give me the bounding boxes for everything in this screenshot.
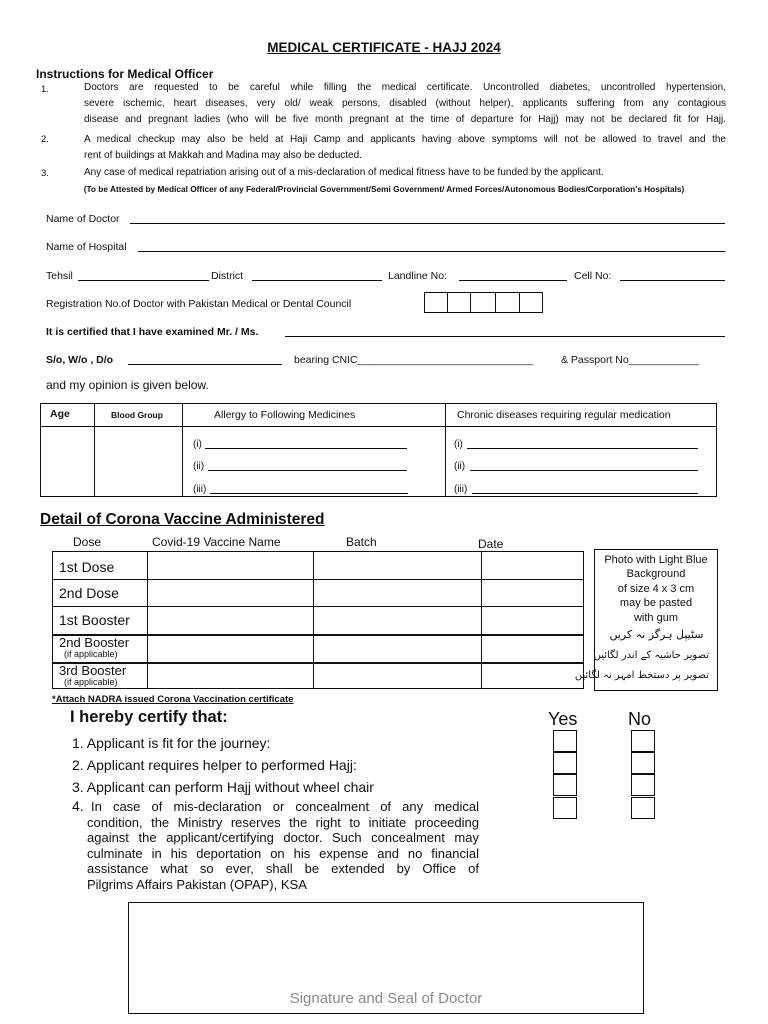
- allergy-field-1[interactable]: [205, 448, 407, 449]
- instruction-2: A medical checkup may also be held at Haji Camp and applicants having above symptoms will not be allowed to travel and the rent of buildings at Makkah and Madina may also be deducted.: [84, 134, 726, 161]
- district-label: District: [211, 270, 244, 282]
- allergy-header: Allergy to Following Medicines: [214, 409, 356, 421]
- dose-label-1st-booster: 1st Booster: [59, 612, 130, 628]
- relation-label: S/o, W/o , D/o: [46, 354, 114, 366]
- attach-note: *Attach NADRA issued Corona Vaccination certificate: [52, 694, 294, 705]
- yes-checkbox-1[interactable]: [553, 730, 577, 752]
- passport-label: & Passport No____________: [561, 354, 699, 366]
- dose-label-2nd-dose: 2nd Dose: [59, 585, 119, 601]
- allergy-row-label: (iii): [193, 484, 207, 495]
- no-header: No: [628, 709, 652, 729]
- chronic-field-1[interactable]: [467, 448, 698, 449]
- certify-heading: I hereby certify that:: [70, 708, 228, 726]
- cnic-label: bearing CNIC______________________________: [294, 354, 533, 366]
- no-checkbox-3[interactable]: [631, 774, 655, 796]
- examined-name-field[interactable]: [285, 336, 725, 337]
- district-field[interactable]: [252, 280, 382, 281]
- vaccine-heading: Detail of Corona Vaccine Administered: [40, 511, 325, 528]
- allergy-field-3[interactable]: [210, 493, 408, 494]
- instruction-number: 1.: [41, 84, 49, 95]
- batch-header: Batch: [346, 535, 377, 549]
- certify-item-2: 2. Applicant requires helper to performed Hajj:: [72, 757, 357, 773]
- certify-item-1: 1. Applicant is fit for the journey:: [72, 735, 271, 751]
- instructions-heading: Instructions for Medical Officer: [36, 67, 214, 81]
- instruction-number: 3.: [41, 168, 49, 179]
- urdu-instruction-3: تصویر پر دستخط امہر نہ لگائیں: [574, 670, 709, 681]
- blood-group-header: Blood Group: [111, 410, 163, 420]
- allergy-field-2[interactable]: [208, 470, 407, 471]
- tehsil-label: Tehsil: [46, 270, 73, 282]
- yes-checkbox-3[interactable]: [553, 774, 577, 796]
- tehsil-field[interactable]: [78, 280, 209, 281]
- allergy-row-label: (ii): [193, 461, 205, 472]
- hospital-name-label: Name of Hospital: [46, 241, 127, 253]
- certify-item-3: 3. Applicant can perform Hajj without wheel chair: [72, 779, 374, 795]
- hospital-name-field[interactable]: [138, 251, 725, 252]
- yes-header: Yes: [548, 709, 578, 729]
- chronic-field-2[interactable]: [470, 470, 698, 471]
- opinion-label: and my opinion is given below.: [46, 378, 209, 392]
- dose-label-3rd-booster: 3rd Booster: [59, 663, 127, 678]
- landline-field[interactable]: [459, 280, 567, 281]
- no-checkbox-1[interactable]: [631, 730, 655, 752]
- dose-note: (if applicable): [64, 677, 118, 687]
- age-header: Age: [50, 408, 70, 420]
- doctor-name-field[interactable]: [130, 223, 725, 224]
- yes-checkbox-2[interactable]: [553, 752, 577, 774]
- instruction-3: Any case of medical repatriation arising out of a mis-declaration of medical fitness have to be funded by the applicant.: [84, 167, 604, 178]
- landline-label: Landline No:: [388, 270, 447, 282]
- instruction-number: 2.: [41, 134, 49, 145]
- chronic-header: Chronic diseases requiring regular medication: [457, 409, 671, 421]
- chronic-field-3[interactable]: [472, 493, 698, 494]
- doctor-name-label: Name of Doctor: [46, 213, 120, 225]
- dose-label-2nd-booster: 2nd Booster: [59, 635, 130, 650]
- vaccine-name-header: Covid-19 Vaccine Name: [152, 535, 281, 549]
- no-checkbox-2[interactable]: [631, 752, 655, 774]
- chronic-row-label: (ii): [454, 461, 466, 472]
- instruction-1: Doctors are requested to be careful while filling the medical certificate. Uncontrolled diabetes, uncontrolled hypertension, severe ischemic, heart diseases, very old/ weak persons, disabled (without helper), applicants suffering from any contagious disease and pregnant ladies (who will be five month pregnant at the time of departure for Hajj) may not be declared fit for Hajj.: [84, 82, 726, 125]
- cell-label: Cell No:: [574, 270, 612, 282]
- dose-note: (if applicable): [64, 649, 118, 659]
- relation-field[interactable]: [128, 364, 282, 365]
- registration-label: Registration No.of Doctor with Pakistan Medical or Dental Council: [46, 298, 352, 310]
- signature-label: Signature and Seal of Doctor: [289, 990, 483, 1007]
- date-header: Date: [478, 537, 504, 551]
- chronic-row-label: (i): [454, 439, 463, 450]
- registration-number-boxes[interactable]: [424, 292, 543, 313]
- certify-item-4-number: 4.: [72, 798, 84, 814]
- allergy-row-label: (i): [193, 439, 202, 450]
- photo-instructions: Photo with Light Blue Background of size 4 x 3 cm may be pasted with gum: [604, 554, 708, 624]
- cell-field[interactable]: [620, 280, 725, 281]
- certified-label: It is certified that I have examined Mr. / Ms.: [46, 326, 259, 338]
- urdu-instruction-2: تصویر حاشیہ کے اندر لگائیں: [593, 650, 709, 661]
- attestation-note: (To be Attested by Medical Officer of any Federal/Provincial Government/Semi Government/ Armed Forces/Autonomous Bodies/Corporation's Hospitals): [83, 184, 685, 194]
- dose-header: Dose: [73, 535, 102, 549]
- no-checkbox-4[interactable]: [631, 797, 655, 819]
- page-title: MEDICAL CERTIFICATE - HAJJ 2024: [267, 40, 501, 55]
- vaccine-table: [52, 551, 584, 689]
- certify-item-4: In case of mis-declaration or concealment of any medical condition, the Ministry reserves the right to initiate proceeding against the applicant/certifying doctor. Such concealment may culminate in his deportation on his expense and no financial assistance what so ever, shall be extended by Office of Pilgrims Affairs Pakistan (OPAP), KSA: [87, 799, 479, 892]
- yes-checkbox-4[interactable]: [553, 797, 577, 819]
- chronic-row-label: (iii): [454, 484, 468, 495]
- dose-label-1st-dose: 1st Dose: [59, 559, 115, 575]
- urdu-instruction-1: سٹیپل ہرگز نہ کریں: [609, 628, 704, 641]
